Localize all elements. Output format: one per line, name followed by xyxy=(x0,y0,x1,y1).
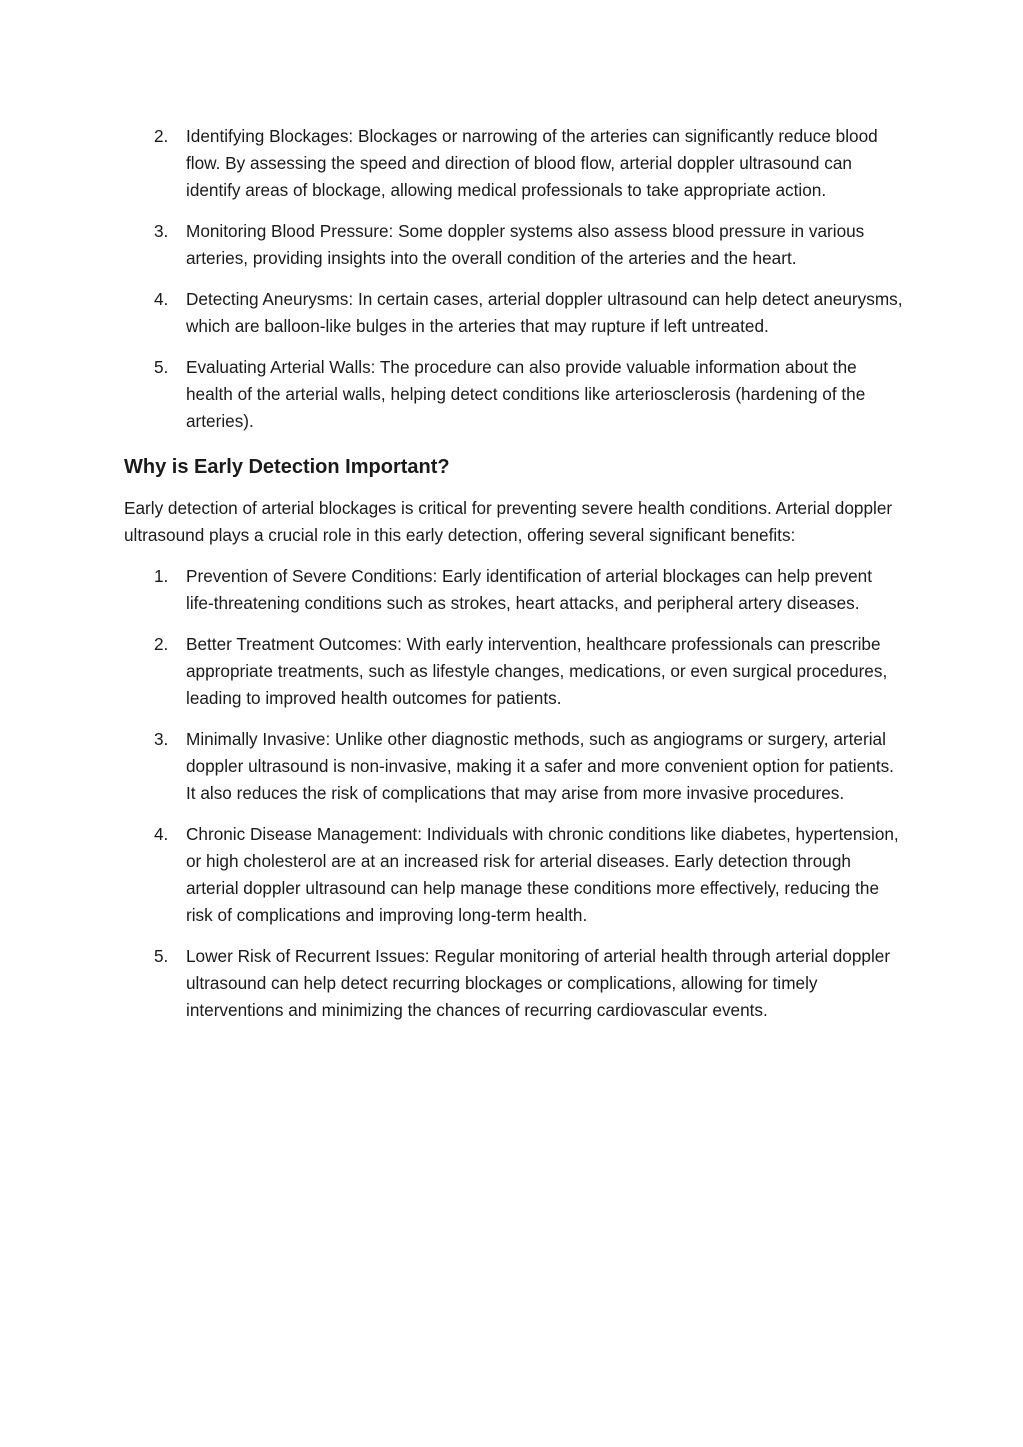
list-item-number: 2. xyxy=(154,126,169,146)
list-item xyxy=(124,286,904,340)
list-item-text: Identifying Blockages: Blockages or narrowing of the arteries can significantly reduce blood flow. By assessing the speed and direction of blood flow, arterial doppler ultrasound can identify areas of blockage, allowing medical professionals to take appropriate action. xyxy=(186,126,878,200)
list-item-number: 4. xyxy=(154,289,169,309)
list-item-text: Evaluating Arterial Walls: The procedure can also provide valuable information about the health of the arterial walls, helping detect conditions like arteriosclerosis (hardening of the arteries). xyxy=(186,357,866,431)
list-item-text: Prevention of Severe Conditions: Early identification of arterial blockages can help prevent life-threatening conditions such as strokes, heart attacks, and peripheral artery diseases. xyxy=(186,566,872,613)
benefits-list-top xyxy=(124,123,904,435)
list-item-number: 3. xyxy=(154,729,169,749)
list-item xyxy=(124,726,904,807)
list-item-text: Better Treatment Outcomes: With early intervention, healthcare professionals can prescribe appropriate treatments, such as lifestyle changes, medications, or even surgical procedures, leading to improved health outcomes for patients. xyxy=(186,634,888,708)
benefits-list-bottom xyxy=(124,563,904,1024)
list-item-text: Monitoring Blood Pressure: Some doppler systems also assess blood pressure in various arteries, providing insights into the overall condition of the arteries and the heart. xyxy=(186,221,865,268)
list-item xyxy=(124,123,904,204)
list-item xyxy=(124,821,904,929)
list-item-text: Detecting Aneurysms: In certain cases, arterial doppler ultrasound can help detect aneurysms, which are balloon-like bulges in the arteries that may rupture if left untreated. xyxy=(186,289,903,336)
list-item xyxy=(124,563,904,617)
list-item-number: 1. xyxy=(154,566,169,586)
list-item-text: Chronic Disease Management: Individuals with chronic conditions like diabetes, hypertension, or high cholesterol are at an increased risk for arterial diseases. Early detection through arterial doppler ultrasound can help manage these conditions more effectively, reducing the risk of complications and improving long-term health. xyxy=(186,824,899,925)
list-item-text: Lower Risk of Recurrent Issues: Regular monitoring of arterial health through arterial doppler ultrasound can help detect recurring blockages or complications, allowing for timely interventions and minimizing the chances of recurring cardiovascular events. xyxy=(186,946,891,1020)
section-intro-paragraph: Early detection of arterial blockages is critical for preventing severe health conditions. Arterial doppler ultrasound plays a crucial role in this early detection, offering several significant benefits: xyxy=(124,498,893,545)
list-item xyxy=(124,943,904,1024)
document-page xyxy=(124,123,904,1038)
list-item-number: 5. xyxy=(154,946,169,966)
section-heading: Why is Early Detection Important? xyxy=(124,456,450,478)
list-item xyxy=(124,631,904,712)
list-item-number: 2. xyxy=(154,634,169,654)
list-item-text: Minimally Invasive: Unlike other diagnostic methods, such as angiograms or surgery, arterial doppler ultrasound is non-invasive, making it a safer and more convenient option for patients. It also reduces the risk of complications that may arise from more invasive procedures. xyxy=(186,729,894,803)
list-item-number: 3. xyxy=(154,221,169,241)
list-item-number: 5. xyxy=(154,357,169,377)
list-item xyxy=(124,354,904,435)
list-item-number: 4. xyxy=(154,824,169,844)
list-item xyxy=(124,218,904,272)
